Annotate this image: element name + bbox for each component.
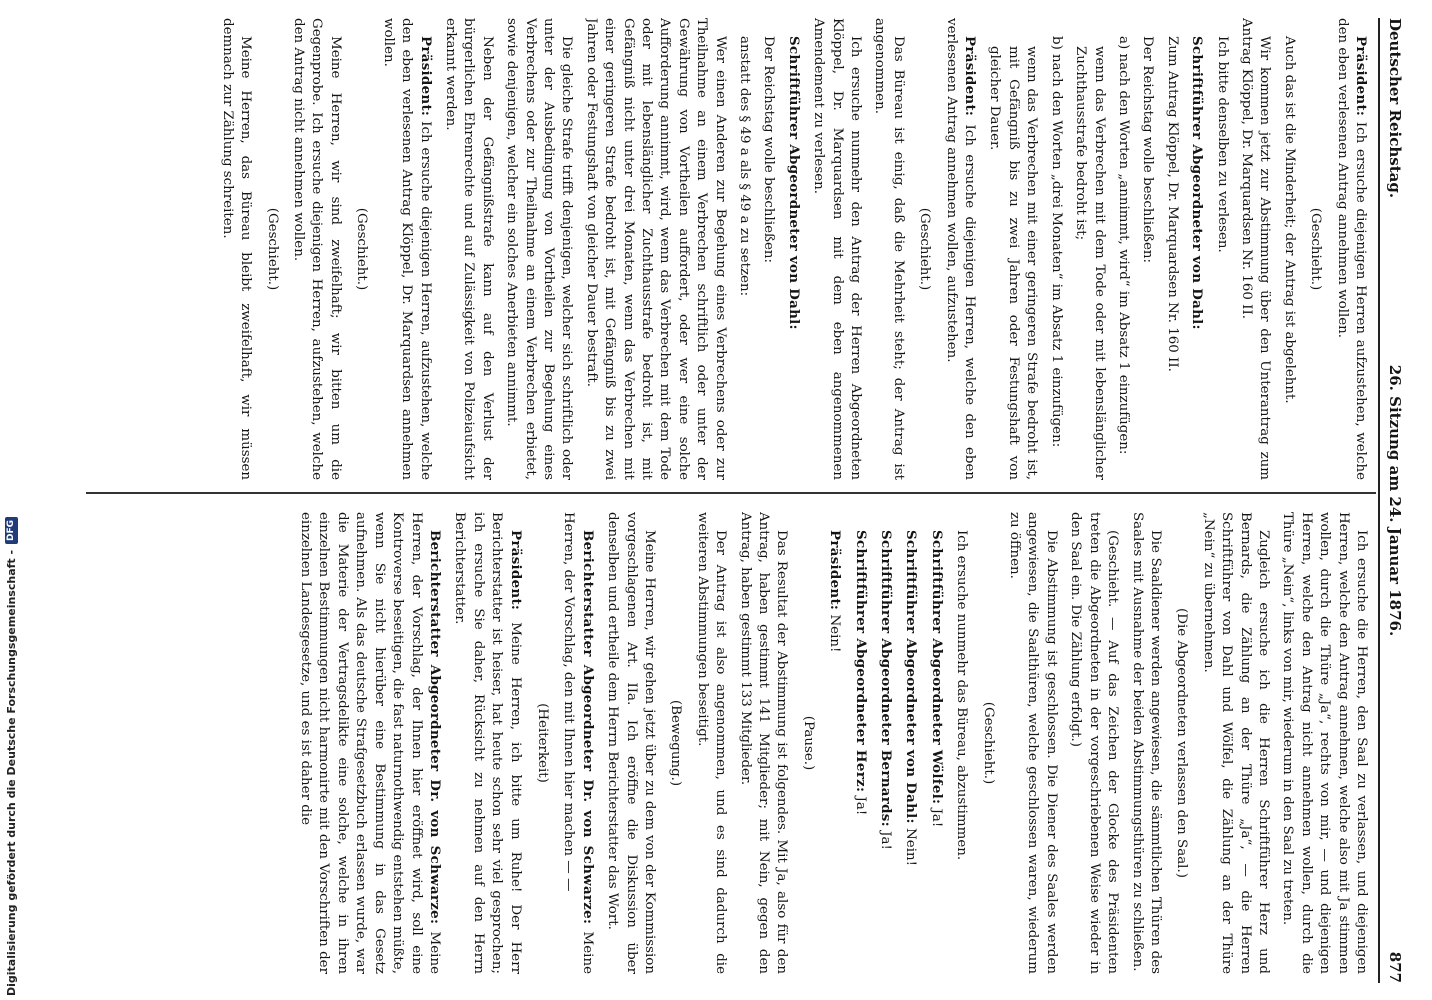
paragraph-text: Ich ersuche diejenigen Herren aufzustehen, welche den eben verlesenen Antrag annehmen wollen.: [1334, 18, 1368, 480]
paragraph: [735, 18, 753, 480]
paragraph: [692, 512, 729, 974]
speaker-name: Berichterstatter Abgeordneter Dr. von Schwarze:: [579, 530, 596, 925]
speaker-name: Schriftführer Abgeordneter von Dahl:: [903, 530, 920, 824]
header-rule: [1378, 18, 1380, 983]
paragraph: [941, 18, 979, 480]
speaker-name: Präsident:: [417, 36, 434, 117]
text-column-left: [90, 18, 1370, 480]
paragraph: [1138, 18, 1156, 480]
paragraph: [825, 512, 844, 974]
paragraph-text: Ja!: [878, 826, 894, 850]
paragraph-text: Auch das ist die Minderheit; der Antrag ist abgelehnt.: [1281, 36, 1297, 404]
stage-direction: (Geschieht.): [264, 207, 280, 291]
paragraph: [217, 18, 254, 480]
header-publication: Deutscher Reichstag.: [1386, 18, 1404, 199]
paragraph-text: Der Reichstag wolle beschließen:: [761, 36, 777, 264]
paragraph-text: Ich ersuche nunmehr das Büreau, abzustimmen.: [954, 530, 970, 861]
stage-direction: (Geschieht.): [980, 701, 996, 785]
paragraph: [850, 512, 869, 974]
speaker-name: Schriftführer Abgeordneter Wölfel:: [928, 530, 945, 805]
column-divider: [86, 492, 1376, 494]
paragraph: [783, 18, 802, 480]
paragraph-text: Wir kommen jetzt zur Abstimmung über den Unterantrag zum Antrag Klöppel, Dr. Marquardsen Nr. 160 II.: [1238, 18, 1273, 480]
speaker-name: Präsident:: [827, 530, 844, 611]
paragraph: [559, 512, 597, 974]
paragraph-text: Ja!: [852, 792, 868, 816]
stage-direction: (Heiterkeit): [534, 703, 550, 783]
paragraph-text: Ja!: [928, 804, 944, 828]
text-column-right: [90, 512, 1370, 974]
paragraph-text: Ich ersuche diejenigen Herren, aufzustehen, welche den eben verlesenen Antrag Klöppel, Dr. Marquardsen annehmen wollen.: [380, 18, 433, 480]
paragraph-text: Zugleich ersuche ich die Herren Schriftführer Herz und Bernards, die Zählung an der Thüre „Ja“, — die Herren Schriftführer von Dahl und Wölfel, die Zählung an der Thüre „Nein“ zu übernehmen.: [1200, 512, 1271, 974]
paragraph: [1066, 512, 1121, 974]
stage-direction: (Bewegung.): [668, 699, 684, 787]
paragraph: [1332, 18, 1370, 480]
paragraph: [1278, 512, 1370, 974]
speaker-name: Schriftführer Abgeordneter Bernards:: [878, 530, 895, 827]
paragraph: [1127, 512, 1164, 974]
paragraph-text: Die Abstimmung ist geschlossen. Die Diener des Saales werden angewiesen, die Saalthüren, welche geschlossen waren, wiederum zu öffnen.: [1007, 512, 1059, 974]
paragraph: [901, 512, 920, 974]
speaker-name: Präsident:: [1353, 36, 1369, 117]
paragraph-text: Der Reichstag wolle beschließen:: [1140, 36, 1156, 264]
stage-direction: (Geschieht.): [917, 207, 933, 291]
paragraph: [1187, 18, 1206, 480]
paragraph-text: Ich ersuche diejenigen Herren, welche den eben verlesenen Antrag annehmen wollen, aufzustehen.: [943, 18, 978, 480]
indented-clause: wenn das Verbrechen mit einer geringeren Strafe bedroht ist, mit Gefängniß bis zu zwei Jahren oder Festungshaft von gleicher Dauer.: [987, 46, 1040, 480]
paragraph: [1198, 512, 1272, 974]
paragraph: [809, 18, 864, 480]
paragraph: [926, 512, 945, 974]
paragraph: [735, 512, 790, 974]
paragraph: [1279, 18, 1297, 480]
paragraph-text: b) nach den Worten „drei Monaten“ im Absatz 1 einzufügen:: [1048, 36, 1064, 448]
paragraph: [603, 512, 658, 974]
dfg-logo: DFG: [5, 517, 18, 544]
paragraph: [1212, 18, 1230, 480]
paragraph-text: a) nach den Worten „annimmt, wird“ im Absatz 1 einzufügen:: [1115, 36, 1131, 455]
paragraph: [378, 18, 434, 480]
paragraph-text: Neben der Gefängnißstrafe kann auf den Verlust der bürgerlichen Ehrenrechte und auf Zulässigkeit von Polizeiaufsicht erkannt werden.: [442, 18, 495, 480]
paragraph-text: Nein!: [903, 823, 919, 866]
paragraph-text: Das Resultat der Abstimmung ist folgendes. Mit Ja, also für den Antrag, haben gestimmt 141 Mitglieder; mit Nein, gegen den Antrag, haben gestimmt 133 Mitglieder.: [737, 512, 790, 974]
indented-clause: wenn das Verbrechen mit dem Tode oder mit lebenslänglicher Zuchthausstrafe bedroht ist;: [1073, 46, 1107, 480]
paragraph-text: Die Saaldiener werden angewiesen, die sämmtlichen Thüren des Saales mit Ausnahme der beiden Abstimmungsthüren zu schließen.: [1129, 512, 1163, 974]
speaker-name: Schriftführer Abgeordneter von Dahl:: [785, 36, 802, 330]
paragraph: [296, 512, 444, 974]
paragraph-text: Meine Herren, wir sind zweifelhaft; wir bitten um die Gegenprobe. Ich ersuche diejenigen Herren, aufzustehen, welche den Antrag nicht annehmen wollen.: [291, 18, 343, 480]
speaker-name: Schriftführer Abgeordneter von Dahl:: [1189, 36, 1206, 330]
speaker-name: Präsident:: [507, 530, 524, 611]
paragraph-text: Meine Herren, das Büreau bleibt zweifelhaft, wir müssen demnach zur Zählung schreiten.: [219, 18, 254, 480]
speaker-name: Berichterstatter Abgeordneter Dr. von Schwarze:: [426, 530, 443, 925]
paragraph: [1162, 18, 1180, 480]
stage-direction: (Die Abgeordneten verlassen den Saal.): [1174, 608, 1190, 878]
paragraph-text: Das Büreau ist einig, daß die Mehrheit steht; der Antrag ist angenommen.: [872, 18, 906, 480]
paragraph: [1114, 18, 1132, 480]
speaker-name: Präsident:: [962, 36, 979, 117]
page-header: [1378, 18, 1408, 983]
paragraph: [1005, 512, 1060, 974]
paragraph-text: Wer einen Anderen zur Begehung eines Verbrechens oder zur Theilnahme an einem Verbrechen schriftlich oder unter der Gewährung von Vortheilen auffordert, oder wer eine solche Aufforderung annimmt, wird, wenn das Verbrechen mit dem Tode oder mit lebenslänglicher Zuchthausstrafe bedroht ist, mit Gefängniß nicht unter drei Monaten, wenn das Verbrechen mit einer geringeren Strafe bedroht ist, mit Gefängniß bis zu zwei Jahren oder Festungshaft von gleicher Dauer bestraft.: [583, 18, 728, 480]
digitization-footer: [1, 1, 25, 996]
paragraph: [759, 18, 777, 480]
paragraph-text: Ich ersuche die Herren, den Saal zu verlassen, und diejenigen Herren, welche den Antrag annehmen, welche also mit Ja stimmen wollen, durch die Thüre „Ja“, rechts von mir, — und diejenigen Herren, welche den Antrag nicht annehmen wollen, durch die Thüre „Nein“, links von mir, wiederum in den Saal zu treten.: [1280, 512, 1369, 974]
stage-direction: (Geschieht.): [354, 207, 370, 291]
paragraph-text: Nein!: [827, 610, 843, 653]
paragraph: [1046, 18, 1064, 480]
paragraph: [581, 18, 728, 480]
paragraph-text: Die gleiche Strafe trifft denjenigen, welcher sich schriftlich oder unter der Ausbedingung von Vortheilen zur Begehung eines Verbrechens oder zur Theilnahme an einem Verbrechen erbietet, sowie denjenigen, welcher ein solches Anerbieten annimmt.: [504, 18, 575, 480]
paragraph: [870, 18, 907, 480]
stage-direction: (Geschieht.): [1308, 207, 1324, 291]
paragraph-text: Der Antrag ist also angenommen, und es sind dadurch die weiteren Abstimmungen beseitigt.: [694, 512, 729, 974]
paragraph: [876, 512, 895, 974]
footer-credit: Digitalisierung gefördert durch die Deutsche Forschungsgemeinschaft -: [4, 549, 18, 996]
paragraph: [952, 512, 970, 974]
paragraph-text: Ich bitte denselben zu verlesen.: [1214, 36, 1230, 253]
paragraph: [450, 512, 525, 974]
paragraph-text: Meine Herren, wir gehen jetzt über zu dem von der Kommission vorgeschlagenen Art. IIa. Ich eröffne die Diskussion über denselben und ertheile dem Herrn Berichterstatter das Wort.: [605, 512, 657, 974]
paragraph-text: Zum Antrag Klöppel, Dr. Marquardsen Nr. 160 II.: [1164, 36, 1180, 372]
paragraph-text: Meine Herren, der Vorschlag, der Ihnen hier eröffnet wird, soll eine Kontroverse beseitigen, die fast naturnothwendig entstehen müßte, wenn Sie nicht hierüber eine Bestimmung in das Gesetz aufnehmen. Als das deutsche Strafgesetzbuch erlassen wurde, war die Materie der Vertragsdelikte eine solche, welche in ihren einzelnen Bestimmungen nicht harmonirte mit den Vorschriften der einzelnen Landesgesetze, und es ist daher die: [298, 512, 442, 974]
paragraph: [502, 18, 576, 480]
paragraph-text: Meine Herren, der Vorschlag, den mit Ihnen hier machen — —: [561, 512, 595, 974]
stage-direction: (Pause.): [800, 715, 816, 771]
paragraph-text: (Geschieht. — Auf das Zeichen der Glocke des Präsidenten treten die Abgeordneten in der vorgeschriebenen Weise wieder in den Saal ein. Die Zählung erfolgt.): [1068, 512, 1121, 974]
paragraph-text: Ich ersuche nunmehr den Antrag der Herren Abgeordneten Klöppel, Dr. Marquardsen mit dem eben angenommenen Amendement zu verlesen.: [811, 18, 864, 480]
paragraph-text: anstatt des § 49 a als § 49 a zu setzen:: [737, 36, 753, 297]
speaker-name: Schriftführer Abgeordneter Herz:: [852, 530, 869, 793]
paragraph: [1237, 18, 1274, 480]
paragraph: [289, 18, 344, 480]
header-session: 26. Sitzung am 24. Januar 1876.: [1386, 364, 1404, 637]
paragraph: [441, 18, 496, 480]
paragraph-text: Meine Herren, ich bitte um Ruhe! Der Herr Berichterstatter ist heiser, hat heute schon sehr viel gesprochen; ich ersuche Sie daher, Rücksicht zu nehmen auf den Herrn Berichterstatter.: [452, 512, 523, 974]
header-page-number: 877: [1386, 951, 1404, 983]
